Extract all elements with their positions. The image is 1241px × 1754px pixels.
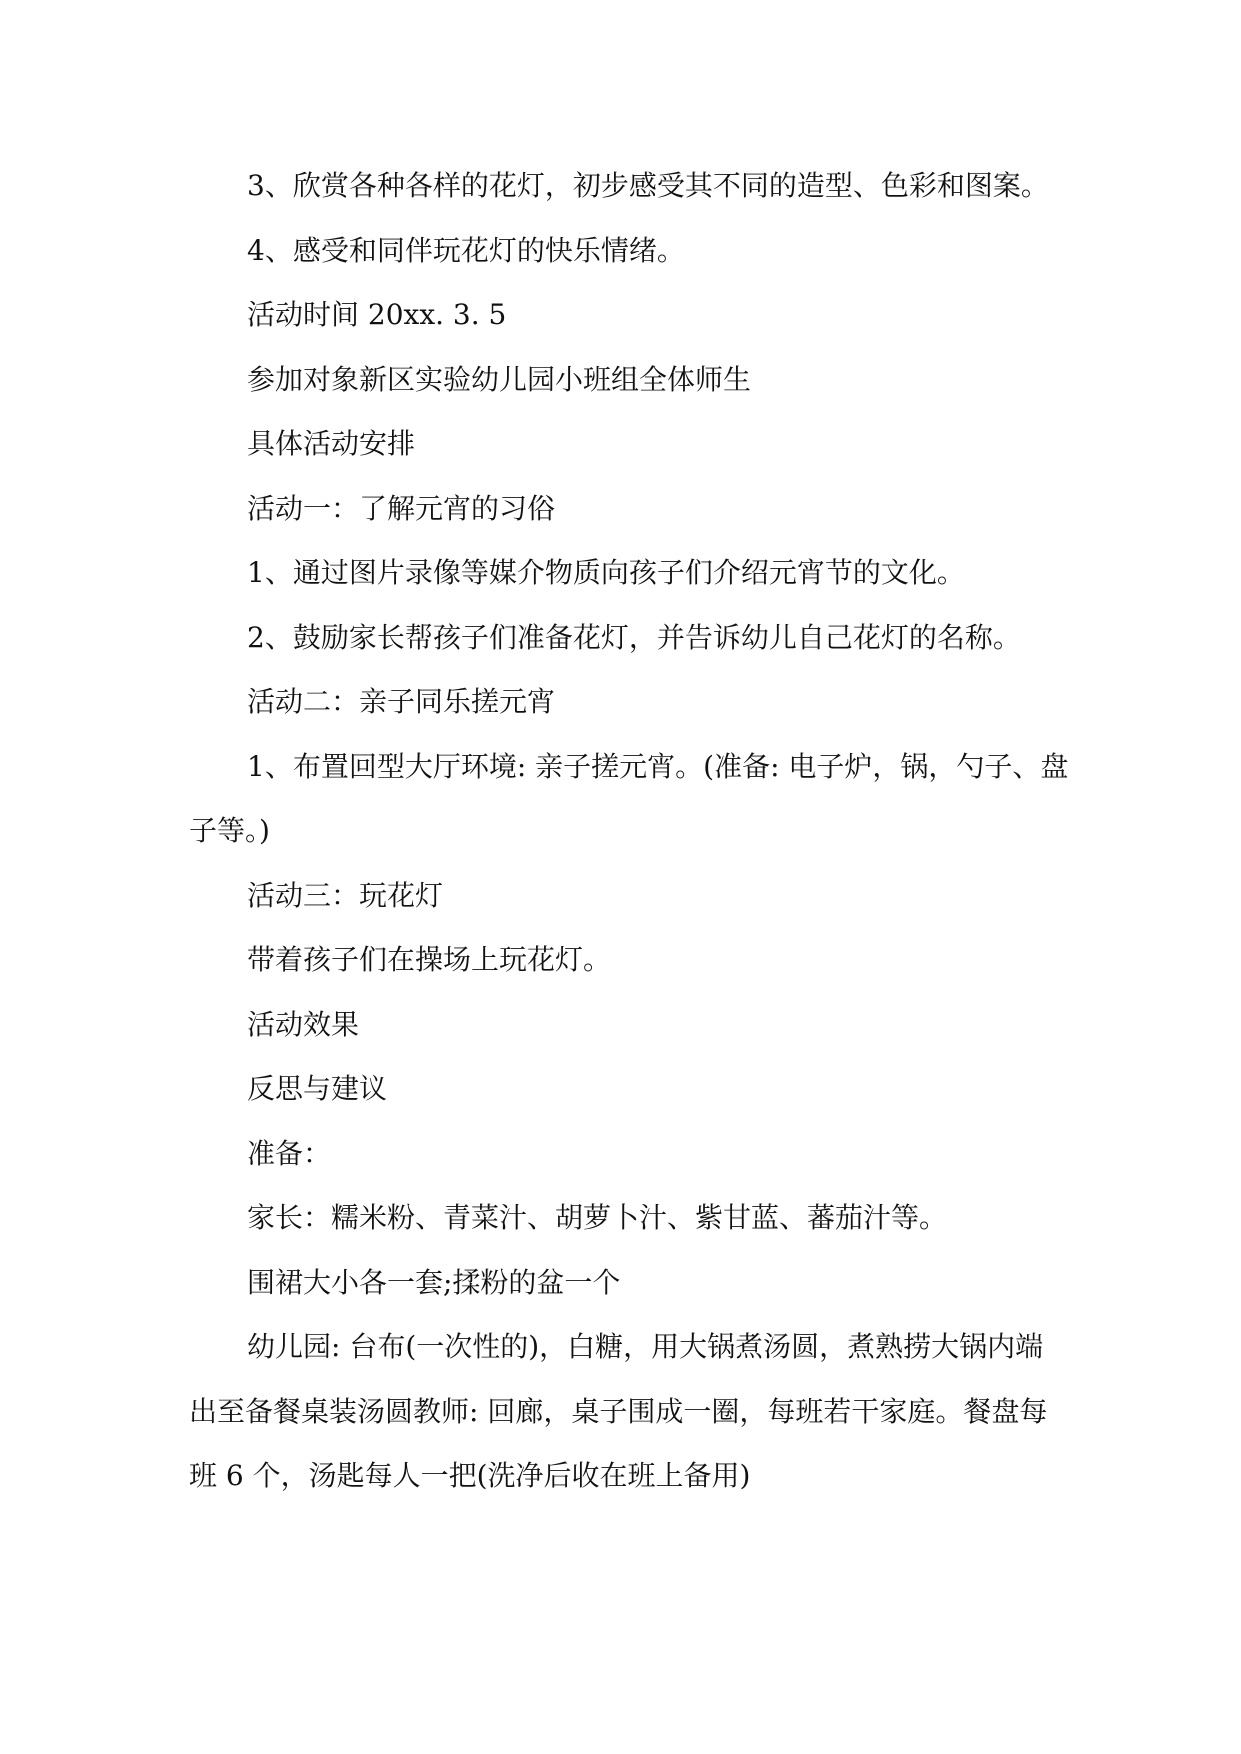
paragraph-goal-4: 4、感受和同伴玩花灯的快乐情绪。 (247, 233, 685, 267)
paragraph-parents-prep: 家长：糯米粉、青菜汁、胡萝卜汁、紫甘蓝、蕃茄汁等。 (247, 1201, 948, 1234)
paragraph-results-heading: 活动效果 (247, 1007, 360, 1041)
paragraph-activity-one-item-2: 2、鼓励家长帮孩子们准备花灯，并告诉幼儿自己花灯的名称。 (247, 620, 1021, 654)
paragraph-reflection-heading: 反思与建议 (247, 1072, 388, 1105)
paragraph-participants: 参加对象新区实验幼儿园小班组全体师生 (247, 362, 752, 396)
document-body (189, 154, 1069, 1509)
paragraph-activity-three-heading: 活动三：玩花灯 (247, 878, 444, 912)
paragraph-activity-one-heading: 活动一：了解元宵的习俗 (247, 491, 556, 525)
paragraph-activity-two-heading: 活动二：亲子同乐搓元宵 (247, 685, 556, 718)
paragraph-preparation-heading: 准备： (247, 1136, 332, 1170)
paragraph-goal-3: 3、欣赏各种各样的花灯，初步感受其不同的造型、色彩和图案。 (247, 169, 1049, 202)
paragraph-activity-time: 活动时间 20xx. 3. 5 (247, 298, 507, 331)
paragraph-kindergarten-prep: 幼儿园: 台布(一次性的)，白糖，用大锅煮汤圆，煮熟捞大锅内端出至备餐桌装汤圆教师: 回廊，桌子围成一圈，每班若干家庭。餐盘每班 6 个，汤匙每人一把(洗净后收在班上备用) (189, 1330, 1048, 1492)
paragraph-activity-one-item-1: 1、通过图片录像等媒介物质向孩子们介绍元宵节的文化。 (247, 556, 965, 589)
paragraph-schedule-heading: 具体活动安排 (247, 427, 416, 460)
paragraph-activity-two-item-1: 1、布置回型大厅环境: 亲子搓元宵。(准备: 电子炉，锅，勺子、盘子等。) (189, 749, 1069, 847)
paragraph-aprons: 围裙大小各一套;揉粉的盆一个 (247, 1265, 621, 1299)
paragraph-activity-three-item: 带着孩子们在操场上玩花灯。 (247, 943, 612, 976)
